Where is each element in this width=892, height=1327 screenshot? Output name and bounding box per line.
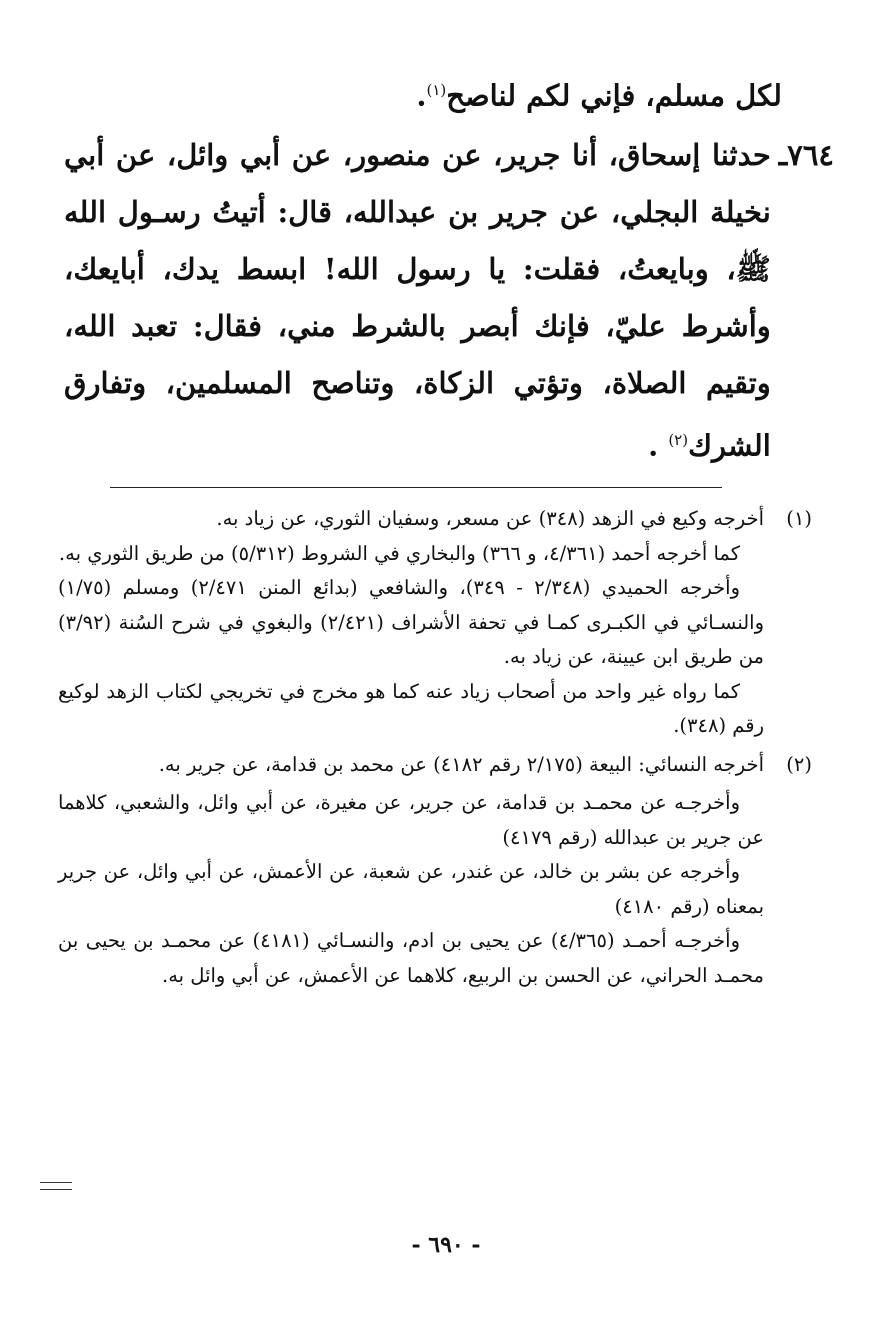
footnote-paragraph: وأخرجـه عن محمـد بن قدامة، عن جرير، عن مغيرة، عن أبي وائل، والشعبي، كلاهما عن جرير بن عبدالله (رقم ٤١٧٩): [58, 791, 764, 849]
footnote-ref-2: (٢): [668, 430, 689, 449]
footnote-ref-1: (١): [426, 81, 447, 99]
continuation-line: [64, 62, 782, 125]
hadith-paragraph: [64, 127, 834, 475]
footnote-paragraph: وأخرجـه أحمـد (٤/٣٦٥) عن يحيى بن ادم، والنسـائي (٤١٨١) عن محمـد بن يحيى بن محمـد الحراني، عن الحسن بن الربيع، كلاهما عن الأعمش، عن أبي وائل به.: [58, 929, 764, 987]
footnote-paragraph: كما رواه غير واحد من أصحاب زياد عنه كما هو مخرج في تخريجي لكتاب الزهد لوكيع رقم (٣٤٨).: [58, 679, 764, 737]
footnote-1: [58, 502, 812, 744]
page-number: - ٦٩٠ -: [411, 1232, 481, 1258]
main-text: [64, 62, 834, 474]
hadith-end: .: [648, 428, 659, 463]
hadith-number: ٧٦٤ـ: [778, 137, 834, 172]
footnotes: [58, 502, 812, 993]
footnote-2: [58, 748, 812, 994]
continuation-text: لكل مسلم، فإني لكم لناصح: [446, 78, 782, 113]
continuation-mark: [40, 1182, 72, 1190]
footnote-paragraph: وأخرجه الحميدي (٢/٣٤٨ - ٣٤٩)، والشافعي (بدائع المنن ٢/٤٧١) ومسلم (١/٧٥) والنسـائي في الكبـرى كمـا في تحفة الأشراف (٢/٤٢١) والبغوي في شرح السُنة (٣/٩٢) من طريق ابن عيينة، عن زياد به.: [58, 576, 764, 668]
footnote-body: [58, 748, 764, 994]
footnote-paragraph: كما أخرجه أحمد (٤/٣٦١، و ٣٦٦) والبخاري في الشروط (٥/٣١٢) من طريق الثوري به.: [58, 541, 740, 565]
footnote-paragraph: أخرجه وكيع في الزهد (٣٤٨) عن مسعر، وسفيان الثوري، عن زياد به.: [216, 507, 764, 530]
hadith-text-block: [64, 127, 771, 475]
hadith-text: حدثنا إسحاق، أنا جرير، عن منصور، عن أبي وائل، عن أبي نخيلة البجلي، عن جرير بن عبدالله، قال: أتيتُ رسـول الله ﷺ، وبايعتُ، فقلت: يا رسول الله! ابسط يدك، أبايعك، وأشرط عليّ، فإنك أبصر بالشرط مني، فقال: تعبد الله، وتقيم الصلاة، وتؤتي الزكاة، وتناصح المسلمين، وتفارق الشرك: [64, 137, 771, 463]
footnote-number: (١): [786, 507, 812, 530]
footnote-paragraph: وأخرجه عن بشر بن خالد، عن غندر، عن شعبة، عن الأعمش، عن أبي وائل، عن جرير بمعناه (رقم ٤١٨٠): [58, 860, 764, 918]
footnote-separator: [110, 487, 722, 488]
footnote-body: [58, 502, 764, 744]
footnote-number: (٢): [786, 752, 812, 776]
footnote-paragraph: أخرجه النسائي: البيعة (٢/١٧٥ رقم ٤١٨٢) عن محمد بن قدامة، عن جرير به.: [158, 752, 764, 776]
continuation-end: .: [416, 78, 427, 113]
